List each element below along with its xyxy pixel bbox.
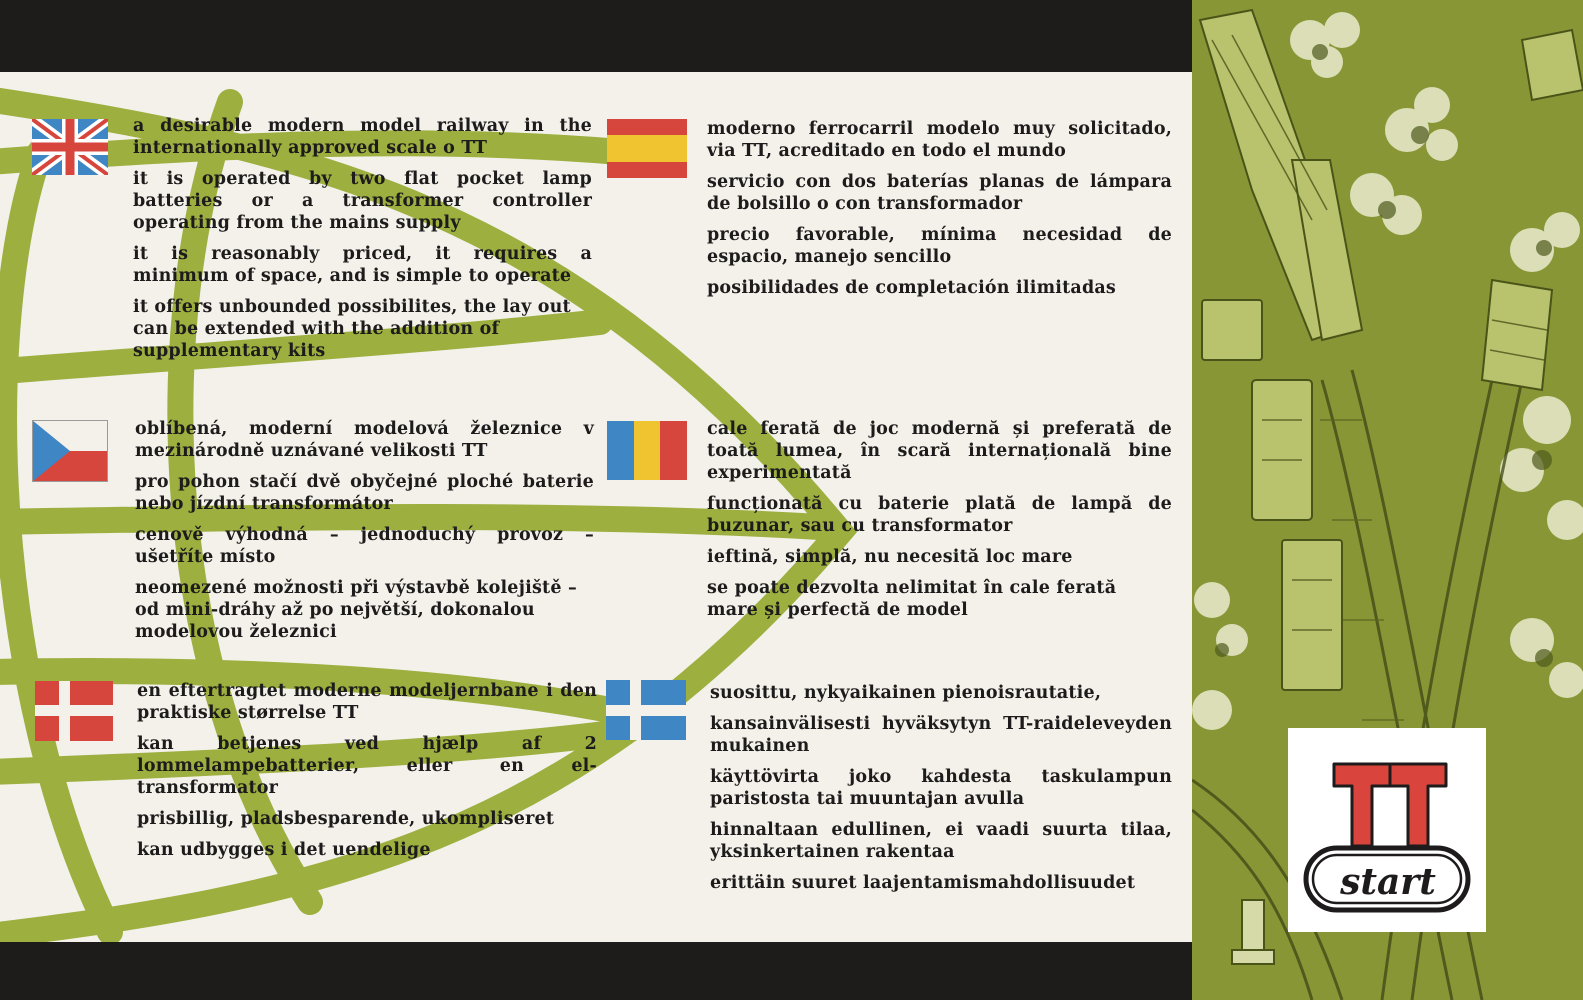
czech-line-1: oblíbená, moderní modelová železnice v mezinárodně uznávané velikosti TT: [135, 419, 594, 461]
uk-flag-icon: [32, 119, 108, 175]
finland-flag-icon: [606, 680, 686, 740]
english-line-2: it is operated by two flat pocket lamp batteries or a transformer controller operating from the mains supply: [133, 169, 592, 233]
english-line-4: it offers unbounded possibilites, the lay out can be extended with the addition of supplementary kits: [133, 297, 571, 361]
start-logo-text: start: [1340, 861, 1436, 903]
english-line-3: it is reasonably priced, it requires a minimum of space, and is simple to operate: [133, 244, 592, 286]
romanian-text-block: [707, 418, 1172, 630]
romanian-line-1: cale ferată de joc modernă și preferată de toată lumea, în scară internațională bine experimentată: [707, 419, 1172, 483]
danish-line-3: prisbillig, pladsbesparende, ukompliseret: [137, 809, 555, 829]
finnish-line-3: käyttövirta joko kahdesta taskulampun paristosta tai muuntajan avulla: [710, 767, 1172, 809]
finnish-line-5: erittäin suuret laajentamismahdollisuudet: [710, 873, 1136, 893]
finnish-line-2: kansainvälisesti hyväksytyn TT-raideleveyden mukainen: [710, 714, 1172, 756]
czech-line-2: pro pohon stačí dvě obyčejné ploché baterie nebo jízdní transformátor: [135, 472, 594, 514]
finnish-line-4: hinnaltaan edullinen, ei vaadi suurta tilaa, yksinkertainen rakentaa: [710, 820, 1172, 862]
spanish-line-2: servicio con dos baterías planas de lámpara de bolsillo o con transformador: [707, 172, 1172, 214]
english-text-block: [133, 115, 592, 371]
spanish-line-3: precio favorable, mínima necesidad de espacio, manejo sencillo: [707, 225, 1172, 267]
spanish-line-1: moderno ferrocarril modelo muy solicitado, via TT, acreditado en todo el mundo: [707, 119, 1172, 161]
danish-line-2: kan betjenes ved hjælp af 2 lommelampebatterier, eller en el-transformator: [137, 734, 597, 798]
danish-line-4: kan udbygges i det uendelige: [137, 840, 431, 860]
czech-line-3: cenově výhodná – jednoduchý provoz – ušetříte místo: [135, 525, 594, 567]
tt-logo-mark: [1326, 754, 1454, 854]
english-line-1: a desirable modern model railway in the internationally approved scale o TT: [133, 116, 592, 158]
spanish-line-4: posibilidades de completación ilimitadas: [707, 278, 1116, 298]
romanian-line-2: funcționată cu baterie plată de lampă de buzunar, sau cu transformator: [707, 494, 1172, 536]
finnish-text-block: [710, 682, 1172, 903]
spain-flag-icon: [607, 119, 687, 178]
romania-flag-icon: [607, 421, 687, 480]
czech-text-block: [135, 418, 594, 652]
czech-line-4: neomezené možnosti při výstavbě kolejiště – od mini-dráhy až po největší, dokonalou modelovou železnici: [135, 578, 577, 642]
denmark-flag-icon: [35, 681, 113, 741]
czechoslovakia-flag-icon: [32, 420, 108, 482]
start-logo-mark: [1302, 844, 1472, 914]
finnish-line-1: suosittu, nykyaikainen pienoisrautatie,: [710, 683, 1102, 703]
romanian-line-3: ieftină, simplă, nu necesită loc mare: [707, 547, 1073, 567]
romanian-line-4: se poate dezvolta nelimitat în cale ferată mare și perfectă de model: [707, 578, 1117, 620]
danish-text-block: [137, 680, 597, 870]
tt-start-logo: [1288, 728, 1486, 932]
danish-line-1: en eftertragtet moderne modeljernbane i den praktiske størrelse TT: [137, 681, 597, 723]
spanish-text-block: [707, 118, 1172, 308]
